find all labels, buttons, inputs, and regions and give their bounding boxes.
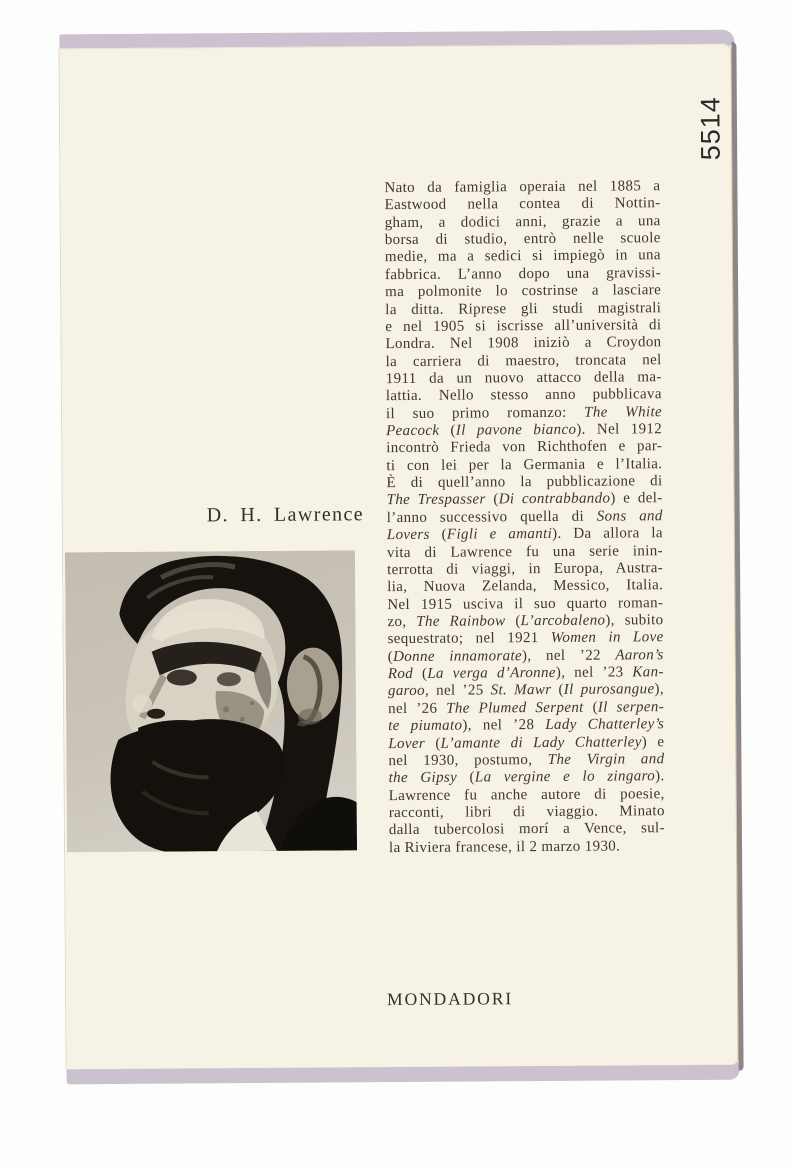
bio-line: Rod (La verga d’Aronne), nel ’23 Kan- (387, 664, 664, 683)
bio-line: dalla tubercolosi morí a Vence, sul- (388, 820, 665, 839)
series-number (689, 84, 734, 172)
bio-line: nel ’26 The Plumed Serpent (Il serpen- (388, 698, 665, 717)
bio-line: È di quell’anno la pubblicazione di (386, 473, 663, 492)
bio-line: nel 1930, postumo, The Virgin and (388, 751, 665, 769)
bio-line: te piumato), nel ’28 Lady Chatterley’s (388, 716, 665, 735)
bio-line: incontrò Frieda von Richthofen e par- (386, 438, 663, 457)
publisher-name: MONDADORI (387, 988, 514, 1010)
bio-text (384, 178, 665, 857)
bio-line: The Trespasser (Di contrabbando) e del- (386, 490, 663, 509)
bio-line: la Riviera francese, il 2 marzo 1930. (388, 838, 621, 856)
bio-line: lattia. Nello stesso anno pubblicava (385, 386, 662, 405)
dh-lawrence-portrait-photo (65, 550, 357, 852)
bio-line: ti con lei per la Germania e l’Italia. (386, 455, 663, 474)
bio-line: e nel 1905 si iscrisse all’università di (385, 317, 662, 335)
bio-line: la ditta. Riprese gli studi magistrali (385, 299, 662, 318)
bio-line: 1911 da un nuovo attacco della ma- (385, 369, 662, 388)
bio-line: racconti, libri di viaggio. Minato (388, 803, 665, 822)
bio-line: medie, ma a sedici si impiegò in una (384, 247, 661, 266)
bio-line: il suo primo romanzo: The White (385, 403, 663, 422)
bio-line: ma polmonite lo costrinse a lasciare (385, 282, 662, 301)
nose-tip (132, 695, 152, 713)
bio-line: lia, Nuova Zelanda, Messico, Italia. (387, 577, 664, 596)
bio-line: terrotta di viaggi, in Europa, Austra- (387, 560, 664, 579)
bio-line: Nel 1915 usciva il suo quarto roman- (387, 594, 664, 613)
book-back-cover (58, 30, 743, 1085)
bio-line: la carriera di maestro, troncata nel (385, 351, 662, 370)
bio-line: Peacock (Il pavone bianco). Nel 1912 (386, 421, 663, 440)
series-number-text: 5514 (695, 95, 726, 160)
bio-line: Lovers (Figli e amanti). Da allora la (386, 525, 663, 544)
bio-line: l’anno successivo quella di Sons and (386, 508, 663, 526)
bio-line: Nato da famiglia operaia nel 1885 a (384, 178, 661, 197)
bio-line: Lover (L’amante di Lady Chatterley) e (388, 733, 665, 752)
bio-line: garoo, nel ’25 St. Mawr (Il purosangue), (387, 681, 664, 700)
bio-line: Eastwood nella contea di Nottin- (384, 195, 661, 214)
bio-line: vita di Lawrence fu una serie inin- (386, 542, 664, 561)
author-name: D. H. Lawrence (206, 503, 365, 527)
bio-line: gham, a dodici anni, grazie a una (384, 212, 661, 231)
bio-line: borsa di studio, entrò nelle scuole (384, 230, 661, 249)
bio-line: (Donne innamorate), nel ’22 Aaron’s (387, 646, 664, 665)
bio-line: Londra. Nel 1908 iniziò a Croydon (385, 334, 662, 353)
bio-line: fabbrica. L’anno dopo una gravissi- (384, 264, 662, 283)
bio-line: sequestrato; nel 1921 Women in Love (387, 629, 664, 648)
bio-line: Lawrence fu anche autore di poesie, (388, 785, 665, 804)
bio-line: zo, The Rainbow (L’arcobaleno), subito (387, 612, 664, 631)
bio-line: the Gipsy (La vergine e lo zingaro). (388, 768, 665, 787)
